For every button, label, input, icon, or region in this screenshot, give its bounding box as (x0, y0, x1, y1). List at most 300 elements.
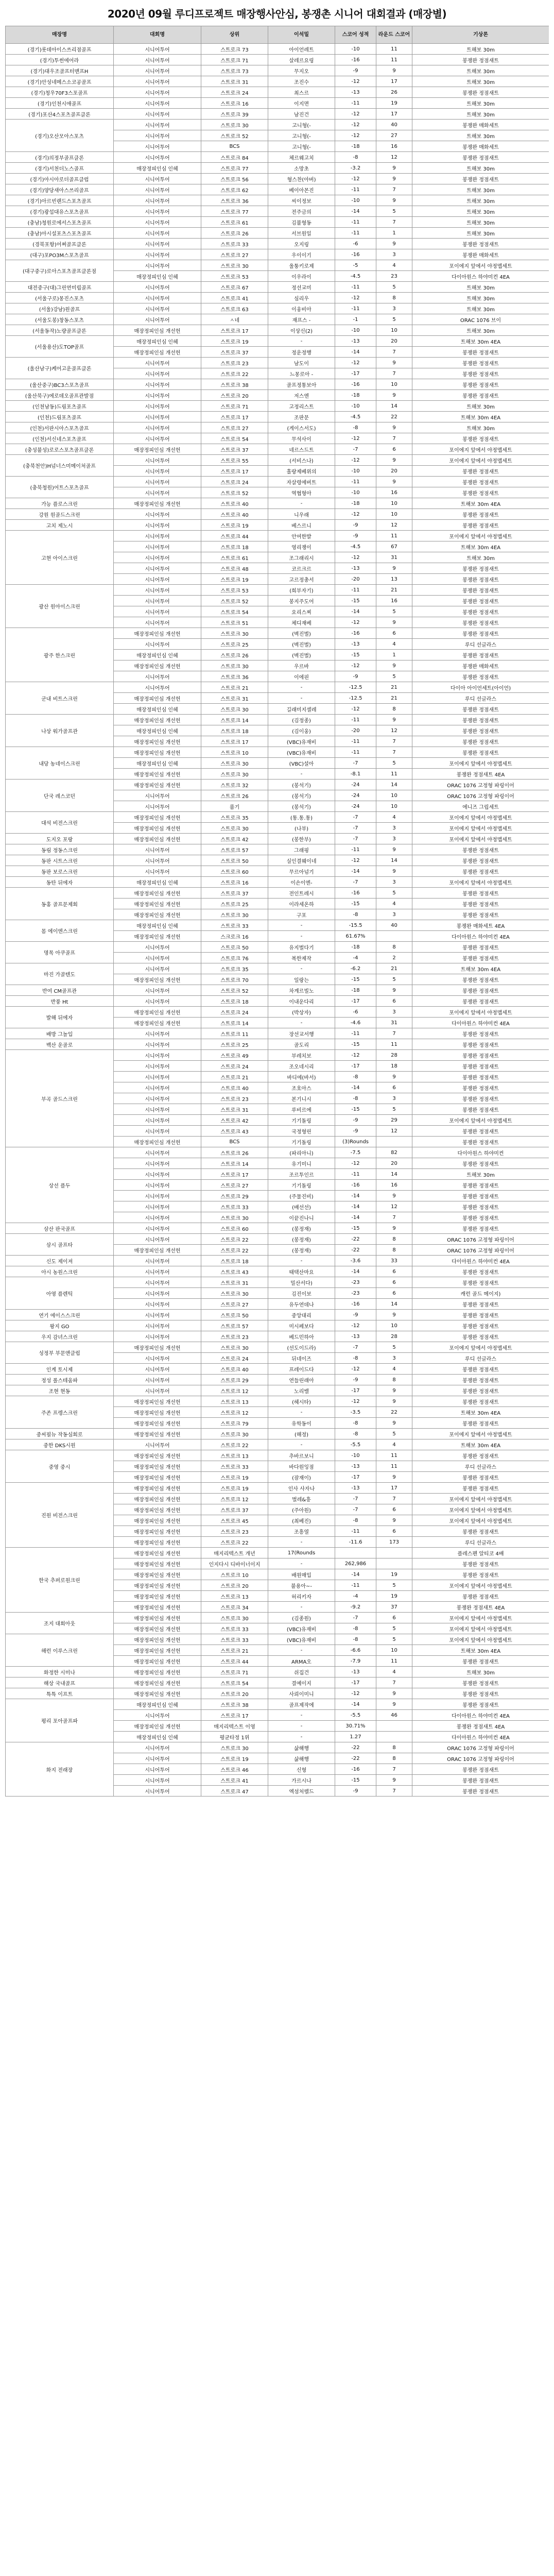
prize-cell: 트해보 30m 4EA (412, 412, 549, 422)
score-cell: -11 (335, 1526, 376, 1537)
score-cell: -15 (335, 596, 376, 606)
player-cell: - (268, 1256, 335, 1266)
store-name-cell: 고현 아이스크린 (6, 531, 114, 585)
player-cell: 실인결웨이네 (268, 855, 335, 866)
score-cell: (3)Rounds (335, 1137, 376, 1147)
rank-cell: 스트로크 21 (201, 1645, 268, 1656)
rank-cell: 스트로크 60 (201, 1223, 268, 1234)
prize-cell: 봉쟁완 정점새트 (412, 650, 549, 660)
header-prize: 기상론 (412, 26, 549, 44)
score-cell: -11 (335, 1169, 376, 1180)
score-cell: -1 (335, 314, 376, 325)
player-cell: 우르바 (268, 660, 335, 671)
prize-cell: 포이에지 앞에서 야정맵세트 (412, 877, 549, 888)
event-cell: 매장정피인심 개선헌 (114, 1418, 201, 1429)
rank-cell: BCS (201, 141, 268, 152)
event-cell: 시니어투어 (114, 1786, 201, 1797)
rank-cell: 스트로크 24 (201, 477, 268, 487)
rank-cell: 스트로크 19 (201, 1483, 268, 1494)
round-cell: 9 (376, 1191, 412, 1201)
round-cell: 28 (376, 1050, 412, 1061)
rank-cell: 스트로크 53 (201, 585, 268, 596)
rank-cell: 스트로크 18 (201, 541, 268, 552)
prize-cell: 트해보 30m (412, 422, 549, 433)
round-cell: 3 (376, 303, 412, 314)
prize-cell: 봉쟁완 매화세트 (412, 660, 549, 671)
event-cell: 매장정피인심 개선헌 (114, 1407, 201, 1418)
rank-cell: 스트로크 67 (201, 282, 268, 293)
prize-cell: 트해보 30m (412, 1667, 549, 1677)
round-cell: 14 (376, 855, 412, 866)
event-cell: 매장정피인심 개선헌 (114, 325, 201, 336)
score-cell: -15 (335, 1104, 376, 1115)
event-cell: 시니어투어 (114, 531, 201, 541)
round-cell: 7 (376, 747, 412, 758)
prize-cell: 봉쟁완 정점새트 4EA (412, 1721, 549, 1732)
player-cell: 쉬집건 (268, 1667, 335, 1677)
event-cell: 시니어투어 (114, 1710, 201, 1721)
score-cell: -18 (335, 985, 376, 996)
prize-cell: 봉쟁완 정점새트 (412, 953, 549, 963)
event-cell: 시니어투어 (114, 206, 201, 217)
rank-cell: 스트로크 61 (201, 552, 268, 563)
round-cell: 8 (376, 293, 412, 303)
rank-cell: 룸기 (201, 801, 268, 812)
rank-cell: 스트로크 39 (201, 109, 268, 120)
player-cell: 바디에(바서) (268, 1072, 335, 1082)
player-cell: 조르투인르 (268, 1169, 335, 1180)
event-cell: 시니어투어 (114, 487, 201, 498)
store-name-cell: (인천)서신네스포츠골프 (6, 433, 114, 444)
rank-cell: 스트로크 49 (201, 1050, 268, 1061)
prize-cell: 포이에지 앞에서 야정맵세트 (412, 1634, 549, 1645)
round-cell: 5 (376, 1342, 412, 1353)
prize-cell: 봉쟁완 정점새트 (412, 606, 549, 617)
prize-cell: 봉쟁완 정점새트 (412, 671, 549, 682)
table-row (6, 1375, 549, 1385)
prize-cell: 봉쟁완 정점새트 (412, 1039, 549, 1050)
prize-cell: 봉쟁완 정점새트 (412, 1591, 549, 1602)
round-cell: 6 (376, 996, 412, 1007)
rank-cell: 스트로크 30 (201, 1613, 268, 1623)
round-cell: 9 (376, 563, 412, 574)
rank-cell: 스트로크 19 (201, 520, 268, 531)
score-cell: -11 (335, 303, 376, 314)
player-cell: 영리쟁이 (268, 541, 335, 552)
store-name-cell: (경북포항)어쩌골프클론 (6, 239, 114, 249)
score-cell: -13 (335, 563, 376, 574)
event-cell: 시니어투어 (114, 1201, 201, 1212)
round-cell: 9 (376, 660, 412, 671)
score-cell: -5.5 (335, 1439, 376, 1450)
round-cell: 12 (376, 1126, 412, 1137)
round-cell: 6 (376, 444, 412, 455)
prize-cell: 트해보 30m (412, 44, 549, 55)
store-name-cell: 대전중구(대)그린연미립골프 (6, 282, 114, 293)
round-cell: 40 (376, 920, 412, 931)
score-cell: -14 (335, 1201, 376, 1212)
prize-cell: 봉쟁완 정점새트 (412, 1472, 549, 1483)
rank-cell: 스트로크 10 (201, 747, 268, 758)
round-cell: 9 (376, 1223, 412, 1234)
prize-cell: 포이에지 앞에서 야정맵세트 (412, 444, 549, 455)
rank-cell: 평균타정 1위 (201, 1732, 268, 1742)
round-cell: 11 (376, 1461, 412, 1472)
score-cell: -11 (335, 477, 376, 487)
prize-cell: ORAC 1076 고정형 파링이어 (412, 790, 549, 801)
prize-cell: 봉쟁완 정점새트 (412, 844, 549, 855)
rank-cell: 스트로크 60 (201, 866, 268, 877)
round-cell: 9 (376, 195, 412, 206)
table-row (6, 184, 549, 195)
store-name-cell: 동탄 뒤에자 (6, 877, 114, 888)
store-name-cell: (대구)포PO3M스포츠골프 (6, 249, 114, 260)
score-cell: -22 (335, 1753, 376, 1764)
table-row (6, 174, 549, 184)
round-cell: 31 (376, 1018, 412, 1028)
prize-cell: 트해보 30m (412, 76, 549, 87)
rank-cell: 매지리텍스트 이영 (201, 1721, 268, 1732)
player-cell: 유두연데나 (268, 1299, 335, 1310)
score-cell: 262,986 (335, 1558, 376, 1569)
round-cell: 7 (376, 1786, 412, 1797)
score-cell: -8 (335, 1429, 376, 1439)
store-name-cell: 화정한 시미나 (6, 1667, 114, 1677)
rank-cell: 스트로크 17 (201, 412, 268, 422)
event-cell: 매장정피인심 개선헌 (114, 834, 201, 844)
rank-cell: 스트로크 57 (201, 844, 268, 855)
store-name-cell: (경기)아시아로더골프클럽 (6, 174, 114, 184)
round-cell: 9 (376, 1515, 412, 1526)
rank-cell: 스트로크 55 (201, 455, 268, 466)
round-cell: 19 (376, 98, 412, 109)
round-cell: 20 (376, 336, 412, 347)
player-cell: 장선교서행 (268, 1028, 335, 1039)
score-cell: -14 (335, 1212, 376, 1223)
store-name-cell: (경기)인천시애골프 (6, 98, 114, 109)
rank-cell: 스트로크 42 (201, 1115, 268, 1126)
round-cell: 11 (376, 55, 412, 65)
round-cell: 3 (376, 834, 412, 844)
player-cell: (벽진벌) (268, 628, 335, 639)
prize-cell: 봉쟁완 정점새트 (412, 433, 549, 444)
store-name-cell: 반여 CM골프관 (6, 985, 114, 996)
event-cell: 시니어투어 (114, 379, 201, 390)
rank-cell: 스트로크 37 (201, 888, 268, 899)
player-cell: 불용아~- (268, 1580, 335, 1591)
event-cell: 시니어투어 (114, 184, 201, 195)
player-cell: 김진이보 (268, 1288, 335, 1299)
prize-cell: 루디 선글라스 (412, 1353, 549, 1364)
rank-cell: 스트로크 22 (201, 1234, 268, 1245)
event-cell: 시니어투어 (114, 1104, 201, 1115)
store-name-cell: 몸 에이엔스크린 (6, 920, 114, 942)
store-name-cell: 평리 포아골프파 (6, 1699, 114, 1742)
table-row (6, 282, 549, 293)
event-cell: 시니어투어 (114, 195, 201, 206)
player-cell: 고르정총서 (268, 574, 335, 585)
player-cell: 전인트레시 (268, 888, 335, 899)
table-row (6, 1677, 549, 1688)
event-cell: 시니어투어 (114, 1266, 201, 1277)
rank-cell: 스트로크 54 (201, 606, 268, 617)
event-cell: 시니어투어 (114, 174, 201, 184)
round-cell: 9 (376, 1418, 412, 1429)
rank-cell: 스트로크 27 (201, 1180, 268, 1191)
round-cell: 9 (376, 390, 412, 401)
prize-cell: 다이아원스 하야미컨 4EA (412, 1018, 549, 1028)
rank-cell: 스트로크 30 (201, 769, 268, 779)
score-cell: -18 (335, 498, 376, 509)
event-cell: 매장정피인심 개선헌 (114, 1461, 201, 1472)
event-cell: 시니어투어 (114, 239, 201, 249)
table-row (6, 1050, 549, 1061)
player-cell: 조오네시리 (268, 1061, 335, 1072)
prize-cell: 봉쟁완 정점새트 (412, 585, 549, 596)
table-row (6, 412, 549, 422)
player-cell: - (268, 1018, 335, 1028)
score-cell: -11 (335, 282, 376, 293)
score-cell: -4.6 (335, 1018, 376, 1028)
event-cell: 시니어투어 (114, 98, 201, 109)
rank-cell: 스트로크 25 (201, 1039, 268, 1050)
score-cell: -8 (335, 1634, 376, 1645)
event-cell: 시니어투어 (114, 682, 201, 693)
event-cell: 시니어투어 (114, 1375, 201, 1385)
store-name-cell: 중한 DKS시원 (6, 1439, 114, 1450)
prize-cell: 봉쟁완 정점새트 (412, 899, 549, 909)
rank-cell: 스트로크 79 (201, 1418, 268, 1429)
event-cell: 매장정피인심 개선헌 (114, 1494, 201, 1504)
player-cell: 남도이 (268, 358, 335, 368)
prize-cell: 봉쟁완 정점새트 (412, 1656, 549, 1667)
event-cell: 매장정피인심 개선헌 (114, 1677, 201, 1688)
rank-cell: 스트로크 20 (201, 1580, 268, 1591)
store-name-cell: 아시 농원스크린 (6, 1266, 114, 1277)
rank-cell: 스트로크 33 (201, 239, 268, 249)
prize-cell: 봉쟁완 정점새트 (412, 1775, 549, 1786)
store-name-cell: 중영 중시 (6, 1450, 114, 1483)
round-cell: 9 (376, 477, 412, 487)
player-cell: (해정) (268, 1429, 335, 1439)
prize-cell: 봉쟁완 정점새트 (412, 509, 549, 520)
prize-cell: 포이에지 앞에서 야정맵세트 (412, 1007, 549, 1018)
table-row (6, 996, 549, 1007)
rank-cell: 스트로크 35 (201, 963, 268, 974)
prize-cell: 봉쟁완 정점새트 (412, 239, 549, 249)
score-cell: -12 (335, 704, 376, 715)
round-cell: 21 (376, 693, 412, 704)
round-cell: 9 (376, 1472, 412, 1483)
player-cell: 니우래 (268, 509, 335, 520)
rank-cell: 스트로크 13 (201, 1450, 268, 1461)
store-name-cell: 특특 이프트 (6, 1688, 114, 1699)
event-cell: 매장정피인심 개선헌 (114, 974, 201, 985)
table-row (6, 1007, 549, 1018)
store-name-cell: 동판 시트스크린 (6, 855, 114, 866)
event-cell: 시니어투어 (114, 1180, 201, 1191)
prize-cell: 봉쟁완 정점새트 (412, 628, 549, 639)
score-cell: -10 (335, 325, 376, 336)
rank-cell: 스트로크 50 (201, 855, 268, 866)
prize-cell: 트해보 30m (412, 195, 549, 206)
round-cell: 5 (376, 206, 412, 217)
score-cell: -12 (335, 617, 376, 628)
round-cell: 4 (376, 639, 412, 650)
rank-cell: 스트로크 29 (201, 1191, 268, 1201)
store-name-cell: (인천)드림포츠골프 (6, 412, 114, 422)
table-row (6, 1688, 549, 1699)
round-cell: 14 (376, 1299, 412, 1310)
prize-cell: 봉쟁완 정점새트 (412, 1277, 549, 1288)
round-cell: 9 (376, 1385, 412, 1396)
round-cell (376, 1558, 412, 1569)
rank-cell: 스트로크 30 (201, 1288, 268, 1299)
event-cell: 시니어투어 (114, 866, 201, 877)
round-cell: 12 (376, 725, 412, 736)
table-row (6, 585, 549, 596)
table-row (6, 401, 549, 412)
event-cell: 시니어투어 (114, 801, 201, 812)
round-cell: 10 (376, 790, 412, 801)
prize-cell: 봉쟁완 정점새트 (412, 1191, 549, 1201)
table-row (6, 812, 549, 823)
event-cell: 시니어투어 (114, 1385, 201, 1396)
player-cell: 고정리스트 (268, 401, 335, 412)
event-cell: 시니어투어 (114, 953, 201, 963)
score-cell: -10 (335, 195, 376, 206)
score-cell: -14 (335, 1266, 376, 1277)
table-row (6, 228, 549, 239)
player-cell: 국정형린 (268, 1126, 335, 1137)
prize-cell: 봉쟁완 정점새트 (412, 1396, 549, 1407)
prize-cell: 포이에지 앞에서 야정맵세트 (412, 1515, 549, 1526)
table-row (6, 844, 549, 855)
event-cell: 시니어투어 (114, 466, 201, 477)
round-cell: 5 (376, 1104, 412, 1115)
event-cell: 매장정피인심 인헤 (114, 650, 201, 660)
prize-cell: 다이아원스 하야미컨 4EA (412, 1732, 549, 1742)
prize-cell: 트해보 30m 4EA (412, 963, 549, 974)
score-cell: -17 (335, 1061, 376, 1072)
event-cell: 매장정피인심 개선헌 (114, 1450, 201, 1461)
player-cell: 무르아넘기 (268, 866, 335, 877)
rank-cell: 스트로크 12 (201, 1494, 268, 1504)
round-cell: 1 (376, 650, 412, 660)
prize-cell: 봉쟁완 정점새트 (412, 1028, 549, 1039)
prize-cell: 봉쟁완 정점새트 (412, 715, 549, 725)
player-cell: (봉정재) (268, 1234, 335, 1245)
event-cell: 시니어투어 (114, 109, 201, 120)
score-cell: -12 (335, 358, 376, 368)
round-cell: 21 (376, 585, 412, 596)
rank-cell: 스트로크 33 (201, 920, 268, 931)
event-cell: 시니어투어 (114, 963, 201, 974)
rank-cell: 스트로크 33 (201, 1623, 268, 1634)
event-cell: 매장정피인심 인헤 (114, 336, 201, 347)
player-cell: 우이이기 (268, 249, 335, 260)
table-row (6, 109, 549, 120)
prize-cell: 봉쟁완 정점새트 (412, 87, 549, 98)
event-cell: 시니어투어 (114, 217, 201, 228)
event-cell: 매장정피인심 개선헌 (114, 909, 201, 920)
player-cell: 뒤네이즈 (268, 1353, 335, 1364)
store-name-cell: (경기)의정부골프클론 (6, 152, 114, 163)
player-cell: 이에핀 (268, 671, 335, 682)
event-cell: 매장정피인심 개선헌 (114, 1656, 201, 1667)
table-row (6, 44, 549, 55)
score-cell: -9.2 (335, 1602, 376, 1613)
event-cell: 시니어투어 (114, 130, 201, 141)
prize-cell: 봉쟁완 정점새트 (412, 909, 549, 920)
player-cell: 베이아몬진 (268, 184, 335, 195)
table-row (6, 1613, 549, 1623)
score-cell: -12 (335, 1396, 376, 1407)
round-cell: 16 (376, 1180, 412, 1191)
prize-cell: 트해보 30m 4EA (412, 336, 549, 347)
score-cell: -12 (335, 174, 376, 184)
score-cell: -16 (335, 379, 376, 390)
player-cell: - (268, 1558, 335, 1569)
player-cell: (파리아니) (268, 1147, 335, 1158)
player-cell: 역협형아 (268, 487, 335, 498)
rank-cell: 스트로크 30 (201, 1212, 268, 1223)
store-name-cell: (경기)아르빈랜드스포츠골프 (6, 195, 114, 206)
event-cell: 매장정피인심 개선헌 (114, 1526, 201, 1537)
rank-cell: 스트로크 62 (201, 184, 268, 195)
score-cell: -4.5 (335, 271, 376, 282)
prize-cell: 봉쟁완 정점새트 (412, 487, 549, 498)
score-cell: -16 (335, 249, 376, 260)
rank-cell: 스트로크 27 (201, 1299, 268, 1310)
event-cell: 매장정피인심 개선헌 (114, 812, 201, 823)
event-cell: 시니어투어 (114, 617, 201, 628)
event-cell: 매장정피인심 인헤 (114, 1732, 201, 1742)
score-cell: -9 (335, 520, 376, 531)
player-cell: 길래미지셀레 (268, 704, 335, 715)
event-cell: 시니어투어 (114, 368, 201, 379)
round-cell: 6 (376, 1266, 412, 1277)
round-cell: 16 (376, 596, 412, 606)
round-cell: 5 (376, 282, 412, 293)
table-row (6, 1396, 549, 1407)
event-cell: 시니어투어 (114, 942, 201, 953)
rank-cell: 스트로크 30 (201, 704, 268, 715)
table-row (6, 98, 549, 109)
score-cell: -7 (335, 1504, 376, 1515)
event-cell: 시니어투어 (114, 260, 201, 271)
store-name-cell: 동림 정동스크린 (6, 844, 114, 855)
table-row (6, 509, 549, 520)
round-cell: 40 (376, 120, 412, 130)
table-row (6, 433, 549, 444)
rank-cell: 스트로크 56 (201, 174, 268, 184)
player-cell: 아이언레트 (268, 44, 335, 55)
event-cell: 시니어투어 (114, 1169, 201, 1180)
prize-cell: 루디 선글라스 (412, 639, 549, 650)
prize-cell: 포이에지 앞에서 야정맵세트 (412, 758, 549, 769)
event-cell: 매장정피인심 개선헌 (114, 1667, 201, 1677)
player-cell: 이웅비아 (268, 303, 335, 314)
rank-cell: 매지리텍스트 개년 (201, 1548, 268, 1558)
rank-cell: 스트로크 35 (201, 812, 268, 823)
round-cell: 12 (376, 1201, 412, 1212)
prize-cell: 봉쟁완 정점새트 (412, 985, 549, 996)
table-row (6, 455, 549, 466)
round-cell: 27 (376, 130, 412, 141)
table-row (6, 888, 549, 899)
player-cell: 이끝진나니 (268, 1212, 335, 1223)
